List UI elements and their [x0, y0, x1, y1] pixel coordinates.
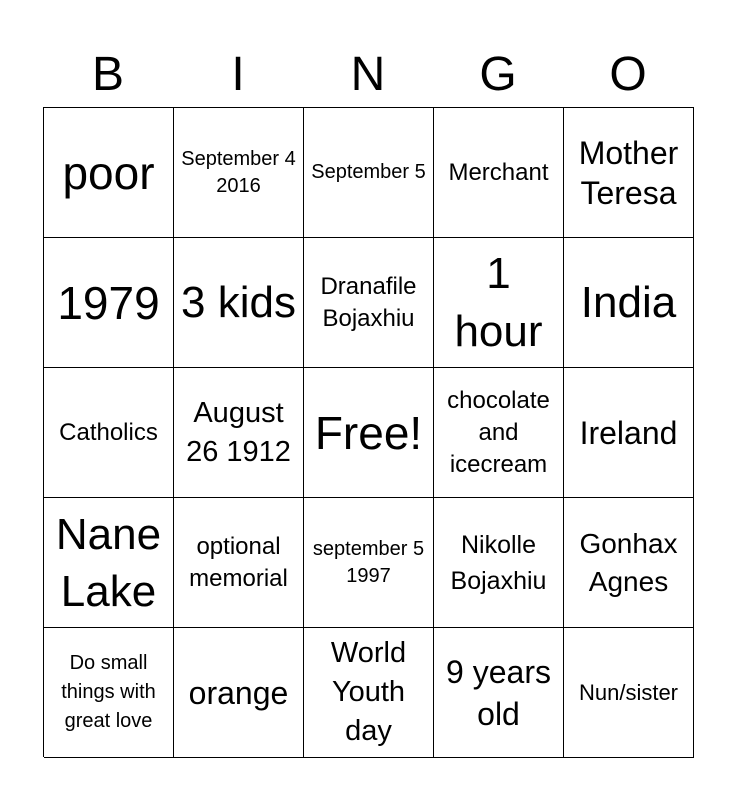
bingo-cell-r4-c4[interactable]: [434, 498, 564, 628]
cell-text: Nun/sister: [578, 680, 679, 705]
header-letter-i: I: [231, 48, 245, 101]
bingo-header: [43, 44, 693, 106]
cell-text: 1 hour: [454, 248, 543, 356]
bingo-cell-r5-c1[interactable]: [44, 628, 174, 758]
cell-text: Nikolle Bojaxhiu: [450, 530, 547, 595]
cell-text: Catholics: [59, 418, 158, 446]
bingo-cell-r1-c2[interactable]: [174, 108, 304, 238]
bingo-cell-r1-c1[interactable]: [44, 108, 174, 238]
bingo-cell-r4-c1[interactable]: [44, 498, 174, 628]
cell-text: Merchant: [448, 158, 549, 186]
bingo-cell-r4-c5[interactable]: [564, 498, 694, 628]
bingo-cell-r1-c5[interactable]: [564, 108, 694, 238]
cell-text: optional memorial: [189, 532, 288, 592]
header-letter-b: B: [91, 48, 124, 101]
bingo-cell-r4-c2[interactable]: [174, 498, 304, 628]
bingo-cell-r2-c5[interactable]: [564, 238, 694, 368]
header-letter-n: N: [350, 48, 386, 101]
cell-text: poor: [62, 146, 155, 199]
cell-text: September 4 2016: [181, 147, 296, 197]
bingo-cell-r5-c2[interactable]: [174, 628, 304, 758]
cell-text: August 26 1912: [186, 396, 291, 468]
cell-text: chocolate and icecream: [447, 386, 550, 478]
header-letter-o: O: [609, 48, 647, 101]
bingo-board: [43, 107, 694, 757]
cell-text: orange: [188, 674, 289, 711]
cell-text: Nane Lake: [55, 509, 162, 616]
bingo-cell-r5-c5[interactable]: [564, 628, 694, 758]
cell-text: India: [580, 277, 677, 327]
bingo-cell-r3-c2[interactable]: [174, 368, 304, 498]
cell-text: Dranafile Bojaxhiu: [320, 272, 417, 332]
bingo-cell-r3-c3[interactable]: [304, 368, 434, 498]
header-letter-g: G: [479, 48, 517, 101]
bingo-cell-r2-c4[interactable]: [434, 238, 564, 368]
bingo-cell-r5-c3[interactable]: [304, 628, 434, 758]
bingo-cell-r4-c3[interactable]: [304, 498, 434, 628]
cell-text: Mother Teresa: [578, 134, 679, 211]
cell-text: 9 years old: [446, 653, 551, 732]
cell-text: Free!: [314, 406, 423, 459]
bingo-cell-r5-c4[interactable]: [434, 628, 564, 758]
cell-text: 1979: [57, 276, 160, 329]
bingo-cell-r2-c1[interactable]: [44, 238, 174, 368]
bingo-cell-r1-c3[interactable]: [304, 108, 434, 238]
bingo-cell-r2-c3[interactable]: [304, 238, 434, 368]
cell-text: September 5: [311, 161, 426, 183]
cell-text: september 5 1997: [312, 537, 425, 587]
cell-text: Ireland: [579, 414, 678, 451]
bingo-cell-r3-c4[interactable]: [434, 368, 564, 498]
bingo-cell-r3-c1[interactable]: [44, 368, 174, 498]
cell-text: Gonhax Agnes: [579, 527, 678, 597]
cell-text: Do small things with great love: [61, 652, 156, 732]
bingo-cell-r2-c2[interactable]: [174, 238, 304, 368]
bingo-cell-r1-c4[interactable]: [434, 108, 564, 238]
cell-text: 3 kids: [181, 277, 296, 327]
cell-text: World Youth day: [330, 637, 407, 747]
bingo-cell-r3-c5[interactable]: [564, 368, 694, 498]
